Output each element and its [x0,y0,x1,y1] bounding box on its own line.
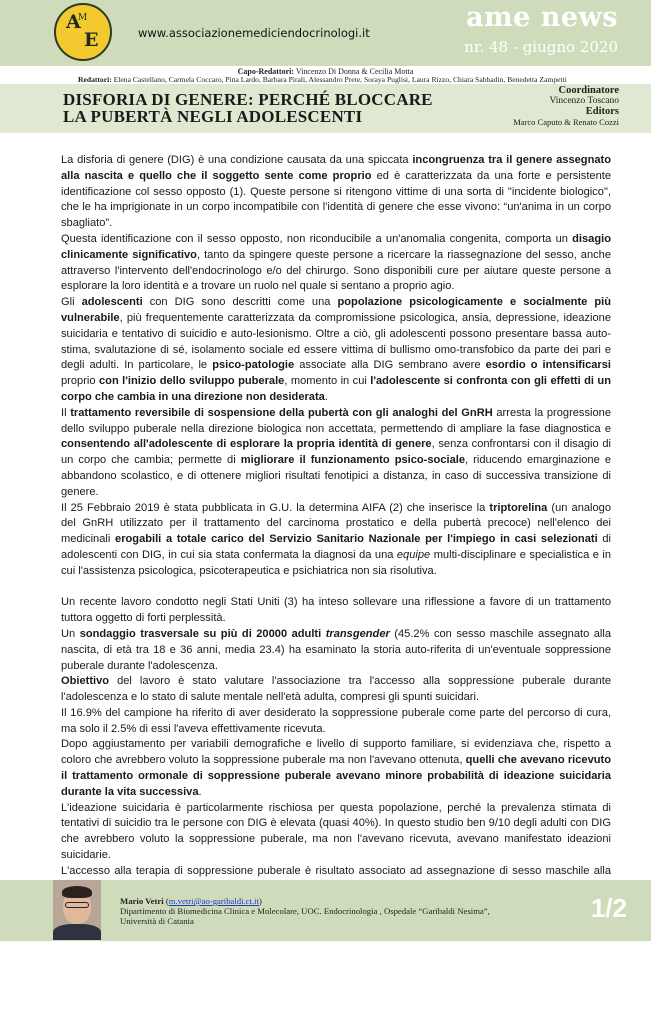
editors-names: Marco Caputo & Renato Cozzi [513,117,619,128]
article-paragraph: L'ideazione suicidaria è particolarmente rischiosa per questa popolazione, perché la prevalenza stimata di tentativi di suicidio tra le persone con DIG è elevata (quasi 40%). In questo studio ben 9/10 degli adulti con DIG che avrebbero voluto la soppressione puberale, ma non l'avevano ricevuta, avevano manifestato ideazioni suicidarie. [61,801,611,862]
article-paragraph: Il 16.9% del campione ha riferito di aver desiderato la soppressione puberale come parte del percorso di cura, ma solo il 2.5% di essi l'aveva effettivamente ricevuta. [61,706,611,735]
site-url[interactable]: www.associazionemediciendocrinologi.it [138,26,370,40]
article-title: DISFORIA DI GENERE: PERCHÉ BLOCCARE LA PUBERTÀ NEGLI ADOLESCENTI [63,90,433,126]
article-paragraph: La disforia di genere (DIG) è una condizione causata da una spiccata incongruenza tra il genere assegnato alla nascita e quello che il soggetto sente come proprio ed è caratterizzata da una forte e persistente identificazione col sesso opposto (1). Queste persone si ritengono vittime di una sorta di "incidente biologico", che le ha imprigionate in un corpo incompatibile con l'identità di genere che esse vivono: “un'anima in un corpo sbagliato”. [61,154,611,230]
page-number: 1/2 [590,893,627,923]
coordinator-name: Vincenzo Toscano [549,96,619,107]
redattori: Redattori: Elena Castellano, Carmela Coccaro, Pina Lardo, Barbara Pirali, Alessandro Prete, Soraya Puglisi, Laura Rizzo, Chiara Sabbadin, Benedetta Zampetti [78,75,567,84]
article-paragraph: Questa identificazione con il sesso opposto, non riconducibile a un'anomalia congenita, comporta un disagio clinicamente significativo, tanto da spingere queste persone a ricercare la riassegnazione del sesso, anche attraverso l'intervento dell'endocrinologo e/o del chirurgo. Sono disponibili cure per aiutare queste persone a esplorare la loro identità e a trovare un ruolo nel quale si sentano a proprio agio. [61,232,611,293]
newsletter-title: ame news [466,2,618,33]
ame-logo: A M E [54,3,112,61]
article-paragraph: Obiettivo del lavoro è stato valutare l'associazione tra l'accesso alla soppressione puberale durante l'adolescenza e lo stato di salute mentale nell'età adulta, compresi gli spunti suicidari. [61,675,611,704]
capo-redattori: Capo-Redattori: Vincenzo Di Donna & Cecilia Motta [237,67,414,76]
article-paragraph: Il 25 Febbraio 2019 è stata pubblicata in G.U. la determina AIFA (2) che inserisce la triptorelina (un analogo del GnRH utilizzato per il trattamento del carcinoma prostatico e della pubertà precoce) nell'elenco dei medicinali erogabili a totale carico del Servizio Sanitario Nazionale per l'impiego in casi selezionati di adolescenti con DIG, in cui sia stata confermata la diagnosi da una equipe multi-disciplinare e specialistica e in cui l'assistenza psicologica, psicoterapeutica e psichiatrica non sia risolutiva. [61,501,612,577]
coordinator-label: Coordinatore [558,85,619,96]
article-paragraph: L'accesso alla terapia di soppressione puberale è risultato associato ad assegnazione di sesso maschile alla [61,864,611,877]
author-photo [53,880,101,940]
editors-label: Editors [585,105,619,117]
coordinator-block [513,86,619,128]
author-name: Mario Vetri [120,896,164,906]
article-paragraph: Gli adolescenti con DIG sono descritti come una popolazione psicologicamente e socialmente più vulnerabile, più frequentemente caratterizzata da compromissione psicologica, ansia, depressione, ideazione suicidaria e tentativo di suicidio e auto-lesionismo. Oltre a ciò, gli adolescenti possono presentare bassa auto-stima, svalutazione di sé, isolamento sociale ed essere vittima di bullismo omo-transfobico da parte dei pari e degli adulti. In particolare, le psico-patologie associate alla DIG sembrano avere esordio o intensificarsi proprio con l'inizio dello sviluppo puberale, momento in cui l'adolescente si confronta con gli effetti di un corpo che cambia in una direzione non desiderata. [61,296,611,403]
article-paragraph: Un recente lavoro condotto negli Stati Uniti (3) ha inteso sollevare una riflessione a favore di un trattamento tuttora oggetto di forti perplessità. [61,596,611,625]
author-block: Mario Vetri (m.vetri@ao-garibaldi.ct.it) Dipartimento di Biomedicina Clinica e Molecolare, UOC. Endocrinologia , Ospedale “Garibaldi Nesima”, Università di Catania [120,896,490,926]
author-university: Università di Catania [120,916,194,926]
article-paragraph: Un sondaggio trasversale su più di 20000 adulti transgender (45.2% con sesso maschile assegnato alla nascita, di età tra 18 e 36 anni, media 23.4) ha esaminato la storia auto-riferita di un'eventuale soppressione puberale durante l'adolescenza. [61,627,612,672]
author-affiliation: Dipartimento di Biomedicina Clinica e Molecolare, UOC. Endocrinologia , Ospedale “Garibaldi Nesima”, [120,906,490,916]
article-paragraph: Il trattamento reversibile di sospensione della pubertà con gli analoghi del GnRH arresta la progressione dello sviluppo puberale nella direzione biologica non accettata, permettendo di ampliare la fase diagnostica e consentendo all'adolescente di esplorare la propria identità di genere, senza confrontarsi con il disagio di un corpo che cambia; permette di migliorare il funzionamento psico-sociale, riducendo emarginazione e abbandono scolastico, e di ottenere migliori risultati fenotipici a distanza, in caso di successiva transizione di genere. [61,406,612,498]
article-paragraph: Dopo aggiustamento per variabili demografiche e livello di supporto familiare, si evidenziava che, rispetto a coloro che avrebbero voluto la soppressione puberale ma non l'avevano ottenuta, quelli che avevano ricevuto il trattamento ormonale di soppressione puberale avevano minore probabilità di ideazione suicidaria durante la vita successiva. [61,738,611,798]
issue-number: nr. 48 - giugno 2020 [464,38,618,56]
author-email-link[interactable]: m.vetri@ao-garibaldi.ct.it [168,896,260,906]
article-body [61,153,611,911]
